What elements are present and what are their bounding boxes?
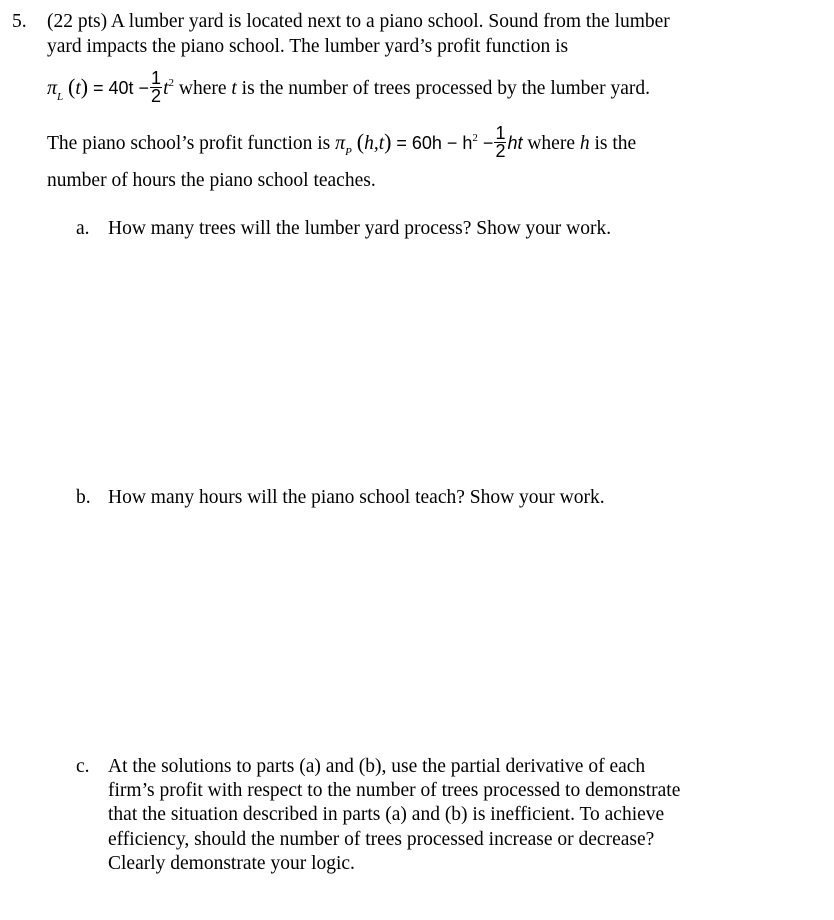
eq1-rhs-a: = 40t −: [92, 77, 150, 98]
part-b-text: How many hours will the piano school teach? Show your work.: [108, 487, 605, 508]
lumber-profit-line: [47, 68, 650, 107]
piano-profit-line: [47, 123, 637, 162]
part-c-line-5: Clearly demonstrate your logic.: [108, 853, 355, 874]
eq1-rhs-b: t: [163, 77, 169, 99]
lumber-profit-equation: $\pi_L$ (t) = 40t − $\frac{1}{2}$ $t^2$: [47, 68, 174, 106]
problem-number: 5.: [12, 11, 27, 32]
eq1-var: t: [231, 77, 237, 99]
part-c-line-3: that the situation described in parts (a) and (b) is inefficient. To achieve: [108, 804, 665, 825]
eq1-argument: t: [75, 77, 81, 99]
part-c-line-4: efficiency, should the number of trees processed increase or decrease?: [108, 829, 655, 850]
eq2-where: where: [527, 132, 580, 154]
part-a-label: a.: [76, 218, 90, 239]
part-b-label: b.: [76, 487, 91, 508]
eq1-exponent: 2: [168, 76, 174, 89]
eq2-rhs-a: = 60h − h: [396, 132, 473, 153]
intro-line-1: (22 pts) A lumber yard is located next to a piano school. Sound from the lumber: [47, 11, 670, 32]
part-c-line-2: firm’s profit with respect to the number of trees processed to demonstrate: [108, 780, 681, 801]
eq2-exponent: 2: [472, 131, 478, 144]
part-c-label: c.: [76, 756, 90, 777]
piano-profit-equation: $\pi_P$ $(h,t) = 60h - h^2$ − $\frac{1}{2}$ ht: [335, 123, 523, 161]
part-a-text: How many trees will the lumber yard process? Show your work.: [108, 218, 612, 239]
eq2-arguments: h,t: [364, 132, 385, 154]
eq1-where: where: [178, 77, 232, 99]
intro-line-2: yard impacts the piano school. The lumber yard’s profit function is: [47, 36, 569, 57]
eq2-tail: is the: [589, 132, 637, 154]
eq2-minus: −: [477, 132, 494, 153]
eq1-tail: is the number of trees processed by the lumber yard.: [236, 77, 650, 99]
piano-profit-intro: The piano school’s profit function is: [47, 132, 336, 154]
eq1-fraction: $\frac{1}{2}$: [151, 68, 162, 106]
intro-line-4: number of hours the piano school teaches.: [47, 170, 376, 191]
pi-symbol: π: [335, 131, 346, 154]
subscript-p: P: [345, 145, 352, 158]
part-c-line-1: At the solutions to parts (a) and (b), use the partial derivative of each: [108, 756, 646, 777]
pi-symbol: π: [47, 76, 58, 99]
eq2-var: h: [579, 132, 590, 154]
subscript-l: L: [57, 90, 64, 103]
eq2-rhs-b: ht: [507, 132, 523, 153]
eq2-fraction: $\frac{1}{2}$: [495, 123, 506, 161]
